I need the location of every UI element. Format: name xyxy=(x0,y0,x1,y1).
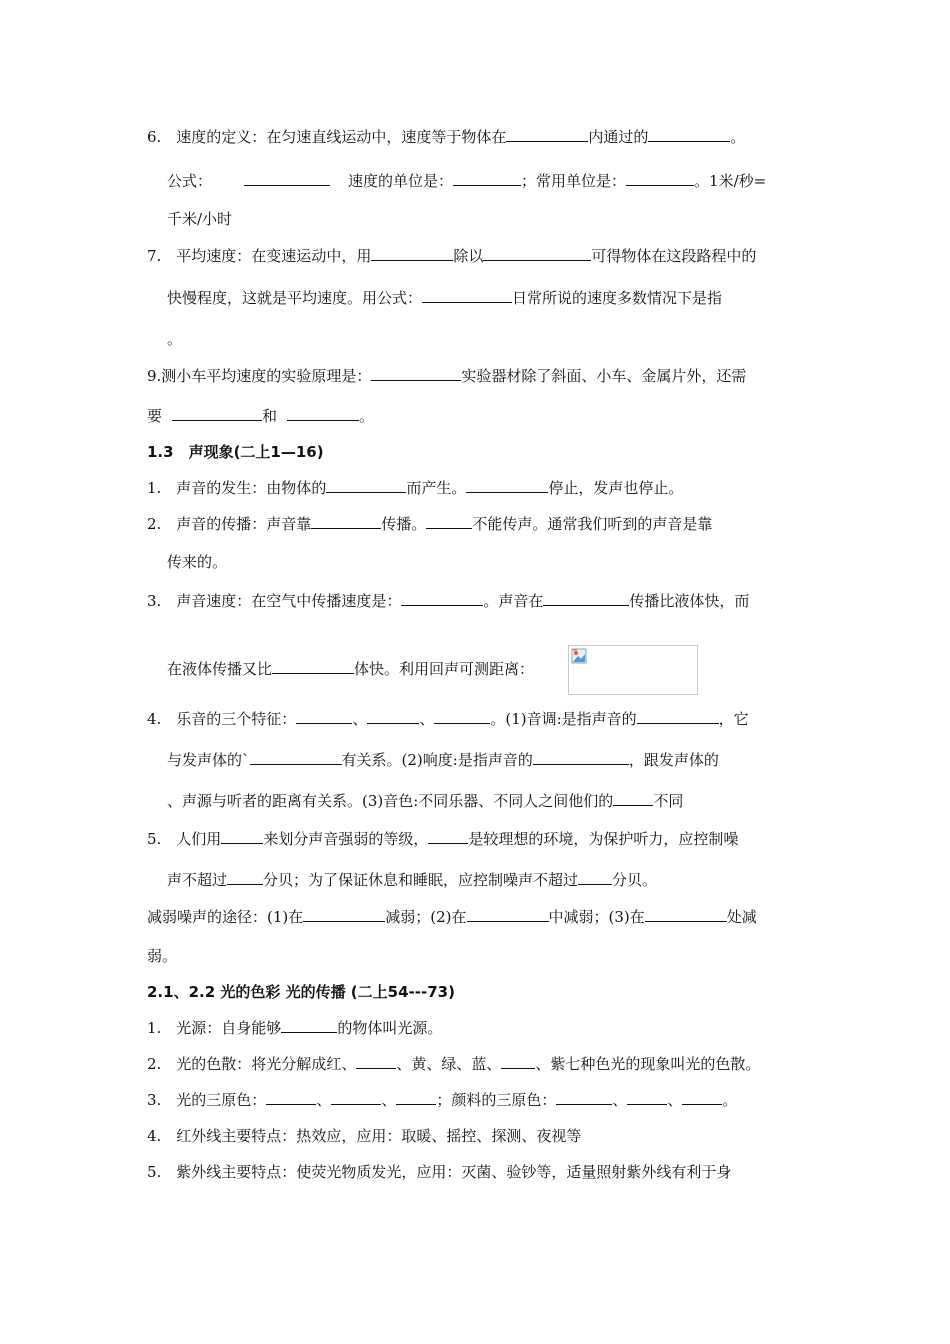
text-span: 千米/小时 xyxy=(167,210,233,228)
text-line xyxy=(147,1162,731,1182)
blank xyxy=(483,246,591,261)
text-span: 。(1)音调:是指声音的 xyxy=(490,710,637,728)
blank xyxy=(371,366,461,381)
text-line xyxy=(147,907,757,927)
text-span: 有关系。(2)响度:是指声音的 xyxy=(341,751,533,769)
text-span: 传播。 xyxy=(381,515,427,533)
blank xyxy=(453,171,521,186)
text-span: 3. 光的三原色： xyxy=(147,1091,267,1109)
text-line xyxy=(147,366,746,386)
text-span: 速度的单位是： xyxy=(348,172,454,190)
text-span: 2.1、2.2 光的色彩 光的传播 (二上54---73) xyxy=(147,983,455,1001)
blank xyxy=(533,750,629,765)
text-span: 。 xyxy=(730,128,746,146)
blank xyxy=(266,1090,316,1105)
blank xyxy=(331,1090,381,1105)
section-heading xyxy=(147,982,455,1002)
blank xyxy=(434,709,490,724)
text-span: ；颜料的三原色： xyxy=(436,1091,557,1109)
text-span: 5. 紫外线主要特点：使荧光物质发光，应用：灭菌、验钞等，适量照射紫外线有利于身 xyxy=(147,1163,732,1181)
blank xyxy=(172,406,262,421)
text-line xyxy=(147,1054,760,1074)
text-span: 1.3 声现象(二上1—16) xyxy=(147,443,324,461)
blank xyxy=(367,709,419,724)
text-span: 。 xyxy=(722,1091,738,1109)
text-span: 传播比液体快，而 xyxy=(629,592,750,610)
text-span: 停止，发声也停止。 xyxy=(548,479,684,497)
text-span: 6. 速度的定义：在匀速直线运动中，速度等于物体在 xyxy=(147,128,507,146)
text-span: 。 xyxy=(167,330,183,348)
blank xyxy=(426,514,472,529)
image-placeholder xyxy=(568,645,698,695)
text-span: 在液体传播又比 xyxy=(167,660,273,678)
text-line xyxy=(147,591,749,611)
blank xyxy=(422,288,512,303)
text-line xyxy=(147,478,683,498)
blank xyxy=(296,709,352,724)
text-line xyxy=(147,709,749,729)
blank xyxy=(428,829,468,844)
blank xyxy=(645,907,727,922)
section-heading xyxy=(147,442,324,462)
text-span: 体快。利用回声可测距离： xyxy=(354,660,535,678)
text-span: 、 xyxy=(419,710,435,728)
text-line xyxy=(147,514,712,534)
blank xyxy=(613,791,653,806)
text-span: 、声源与听者的距离有关系。(3)音色:不同乐器、不同人之间他们的 xyxy=(167,792,614,810)
text-span: 除以 xyxy=(453,247,484,265)
text-span: 4. 乐音的三个特征： xyxy=(147,710,297,728)
text-span: 减弱噪声的途径：(1)在 xyxy=(147,908,304,926)
text-span: 来划分声音强弱的等级， xyxy=(263,830,429,848)
text-span: 不能传声。通常我们听到的声音是靠 xyxy=(472,515,713,533)
text-line xyxy=(167,750,719,770)
text-span: 。声音在 xyxy=(483,592,544,610)
blank xyxy=(227,870,263,885)
text-span: 4. 红外线主要特点：热效应，应用：取暖、摇控、探测、夜视等 xyxy=(147,1127,582,1145)
text-span: 和 xyxy=(262,407,278,425)
text-span: 、 xyxy=(612,1091,628,1109)
blank xyxy=(648,127,730,142)
text-span: 5. 人们用 xyxy=(147,830,222,848)
blank xyxy=(626,171,694,186)
text-span: 弱。 xyxy=(147,947,178,965)
text-span: 传来的。 xyxy=(167,553,228,571)
text-line xyxy=(147,829,738,849)
text-line xyxy=(147,946,177,966)
text-span: 2. 光的色散：将光分解成红、 xyxy=(147,1055,357,1073)
text-span: 不同 xyxy=(653,792,684,810)
text-span: 声不超过 xyxy=(167,871,228,889)
blank xyxy=(501,1054,535,1069)
blank xyxy=(637,709,719,724)
blank xyxy=(371,246,453,261)
text-span: 1. 声音的发生：由物体的 xyxy=(147,479,327,497)
text-span: 。1米/秒= xyxy=(694,172,767,190)
blank xyxy=(287,406,359,421)
text-span: 要 xyxy=(147,407,163,425)
text-span: 3. 声音速度：在空气中传播速度是： xyxy=(147,592,402,610)
text-span: 7. 平均速度：在变速运动中，用 xyxy=(147,247,372,265)
blank xyxy=(556,1090,612,1105)
text-span: 、 xyxy=(667,1091,683,1109)
text-span: 减弱；(2)在 xyxy=(385,908,467,926)
text-span: 而产生。 xyxy=(406,479,467,497)
text-span: 9.测小车平均速度的实验原理是： xyxy=(147,367,372,385)
text-line xyxy=(167,659,534,679)
text-span: 是较理想的环境，为保护听力，应控制噪 xyxy=(468,830,739,848)
blank xyxy=(627,1090,667,1105)
text-span: 。 xyxy=(359,407,375,425)
text-span: 2. 声音的传播：声音靠 xyxy=(147,515,312,533)
text-span: 、 xyxy=(381,1091,397,1109)
blank xyxy=(281,1018,337,1033)
broken-image-icon xyxy=(571,648,587,664)
blank xyxy=(396,1090,436,1105)
text-span: 1. 光源：自身能够 xyxy=(147,1019,282,1037)
text-span: ；常用单位是： xyxy=(521,172,627,190)
text-span: 、 xyxy=(316,1091,332,1109)
blank xyxy=(326,478,406,493)
blank xyxy=(401,591,483,606)
blank xyxy=(244,171,330,186)
text-span: 、 xyxy=(352,710,368,728)
text-span: 内通过的 xyxy=(588,128,649,146)
blank xyxy=(682,1090,722,1105)
text-span: 分贝。 xyxy=(612,871,658,889)
blank xyxy=(467,907,549,922)
blank xyxy=(272,659,354,674)
text-span: ，它 xyxy=(718,710,749,728)
text-span: 快慢程度，这就是平均速度。用公式： xyxy=(167,289,423,307)
blank xyxy=(221,829,263,844)
blank xyxy=(303,907,385,922)
text-span: 、黄、绿、蓝、 xyxy=(396,1055,502,1073)
blank xyxy=(578,870,612,885)
text-line xyxy=(147,246,756,266)
text-span: 实验器材除了斜面、小车、金属片外，还需 xyxy=(461,367,747,385)
text-span: 可得物体在这段路程中的 xyxy=(591,247,757,265)
blank xyxy=(543,591,629,606)
text-line xyxy=(147,1126,581,1146)
blank xyxy=(311,514,381,529)
text-span: 分贝；为了保证休息和睡眠，应控制噪声不超过 xyxy=(263,871,579,889)
text-line xyxy=(167,791,683,811)
text-line xyxy=(167,171,766,191)
blank xyxy=(250,750,342,765)
text-span: 、紫七种色光的现象叫光的色散。 xyxy=(535,1055,761,1073)
text-line xyxy=(147,406,374,426)
text-line xyxy=(147,127,745,147)
text-line xyxy=(147,1018,442,1038)
text-line xyxy=(167,552,227,572)
text-span: ，跟发声体的 xyxy=(628,751,719,769)
blank xyxy=(356,1054,396,1069)
text-span: 公式： xyxy=(167,172,213,190)
text-line xyxy=(167,209,232,229)
text-span: 中减弱；(3)在 xyxy=(548,908,645,926)
text-line xyxy=(147,1090,737,1110)
text-span: 处减 xyxy=(726,908,757,926)
blank xyxy=(506,127,588,142)
text-line xyxy=(167,329,182,349)
text-line xyxy=(167,288,722,308)
text-span: 与发声体的` xyxy=(167,751,250,769)
text-span: 日常所说的速度多数情况下是指 xyxy=(512,289,723,307)
blank xyxy=(466,478,548,493)
text-span: 的物体叫光源。 xyxy=(337,1019,443,1037)
text-line xyxy=(167,870,657,890)
